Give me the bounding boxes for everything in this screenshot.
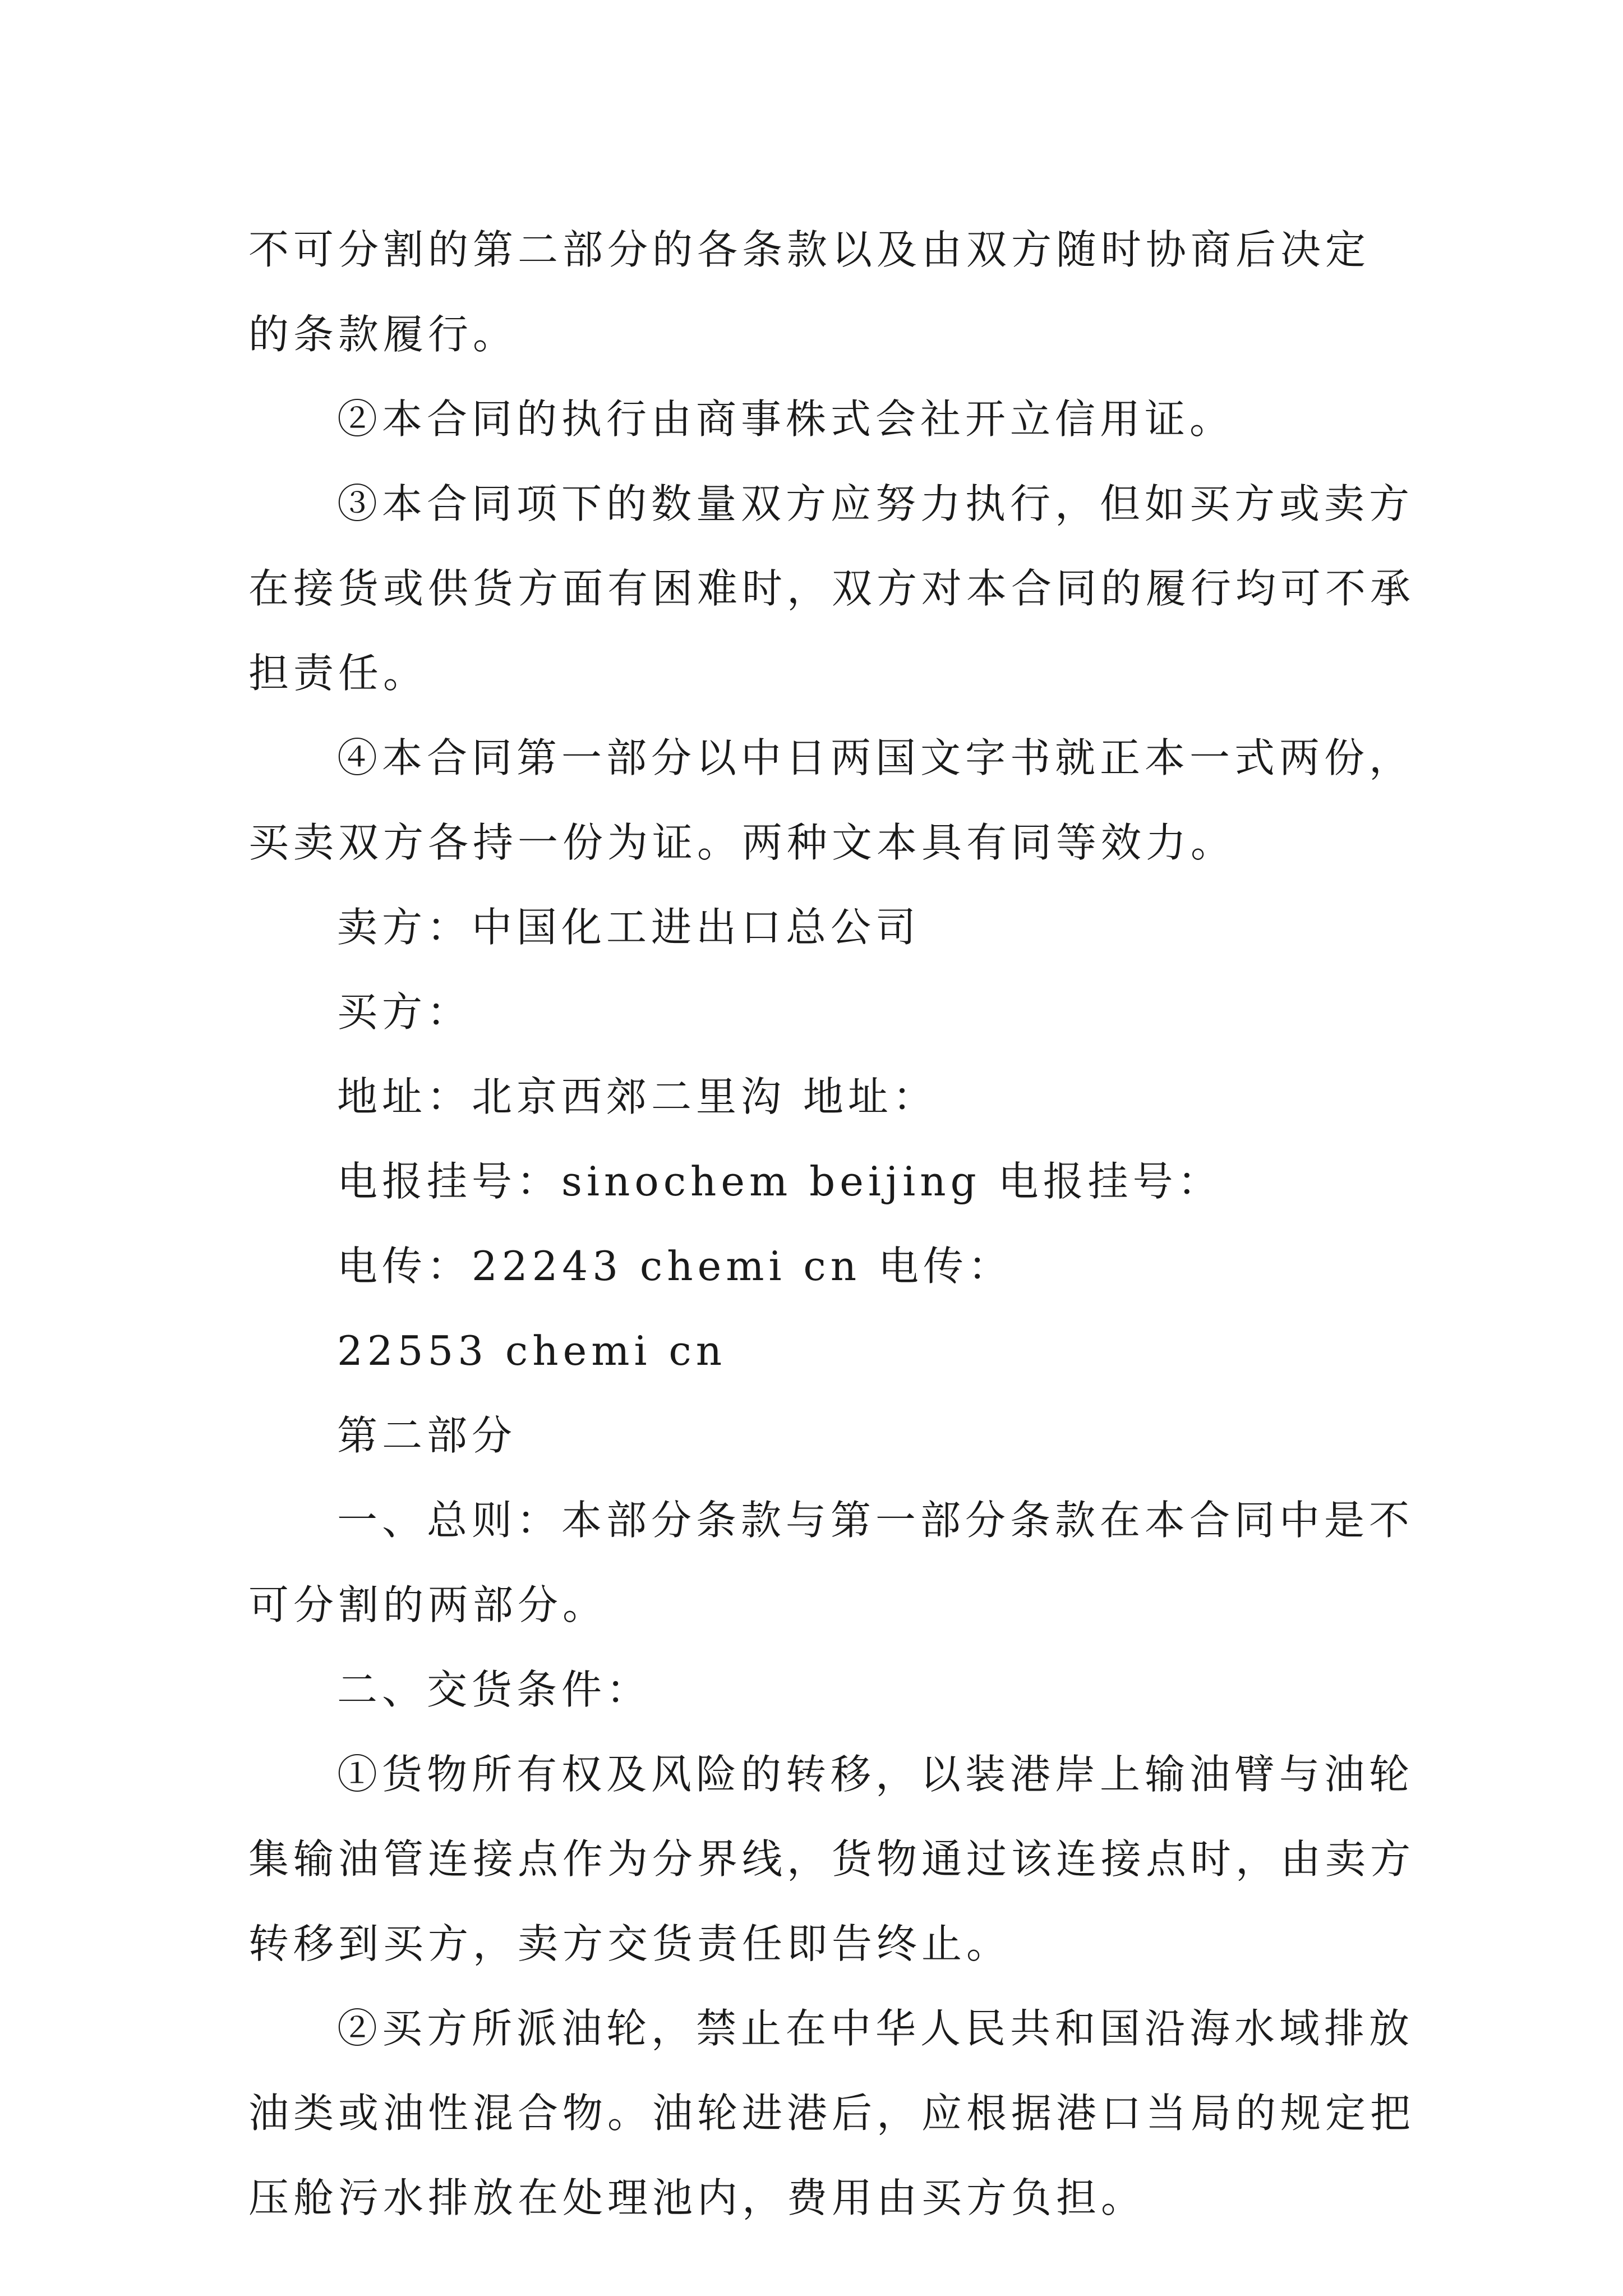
text-line: 一、总则：本部分条款与第一部分条款在本合同中是不 <box>337 1497 1414 1544</box>
text-line: 二、交货条件： <box>337 1666 652 1713</box>
text-line: 电报挂号：sinochem beijing 电报挂号： <box>337 1158 1223 1205</box>
text-line: 转移到买方，卖方交货责任即告终止。 <box>248 1920 1012 1967</box>
text-line: 的条款履行。 <box>248 311 518 358</box>
telex-line <box>248 1224 1393 1309</box>
text-line: 压舱污水排放在处理池内，费用由买方负担。 <box>248 2174 1146 2221</box>
section-heading <box>248 1393 1393 1478</box>
paragraph-clause-2 <box>248 377 1393 462</box>
text-line: 地址：北京西郊二里沟 地址： <box>337 1073 938 1120</box>
text-line: ①货物所有权及风险的转移，以装港岸上输油臂与油轮 <box>337 1751 1414 1798</box>
buyer-line <box>248 970 1393 1055</box>
text-line: 买卖双方各持一份为证。两种文本具有同等效力。 <box>248 819 1236 866</box>
text-line: 卖方：中国化工进出口总公司 <box>337 904 921 951</box>
text-line: 集输油管连接点作为分界线，货物通过该连接点时，由卖方 <box>248 1835 1415 1883</box>
text-line: 可分割的两部分。 <box>248 1581 608 1628</box>
delivery-terms-heading <box>248 1648 1393 1732</box>
text-line: 担责任。 <box>248 650 428 697</box>
paragraph-clause-3 <box>248 462 1415 716</box>
cable-address-line <box>248 1139 1393 1224</box>
seller-line <box>248 885 1393 970</box>
text-line: ④本合同第一部分以中日两国文字书就正本一式两份， <box>337 734 1414 781</box>
text-line: 不可分割的第二部分的各条款以及由双方随时协商后决定 <box>248 226 1371 273</box>
paragraph-clause-4 <box>248 716 1414 885</box>
text-line: 第二部分 <box>337 1412 517 1459</box>
address-line <box>248 1055 1393 1139</box>
text-line: 22553 chemi cn <box>337 1327 727 1374</box>
paragraph-delivery-1 <box>248 1732 1415 1986</box>
text-line: 电传：22243 chemi cn 电传： <box>337 1243 1013 1290</box>
text-line: 买方： <box>337 988 472 1036</box>
text-line: 油类或油性混合物。油轮进港后，应根据港口当局的规定把 <box>248 2090 1415 2137</box>
document-body <box>248 208 1415 2240</box>
paragraph-delivery-2 <box>248 1986 1415 2240</box>
telex-line-2 <box>248 1309 1393 1393</box>
text-line: ③本合同项下的数量双方应努力执行，但如买方或卖方 <box>337 480 1414 527</box>
paragraph-continuation <box>248 208 1393 377</box>
text-line: 在接货或供货方面有困难时，双方对本合同的履行均可不承 <box>248 565 1415 612</box>
paragraph-general-principles <box>248 1478 1414 1648</box>
text-line: ②本合同的执行由商事株式会社开立信用证。 <box>337 395 1235 443</box>
text-line: ②买方所派油轮，禁止在中华人民共和国沿海水域排放 <box>337 2005 1414 2052</box>
